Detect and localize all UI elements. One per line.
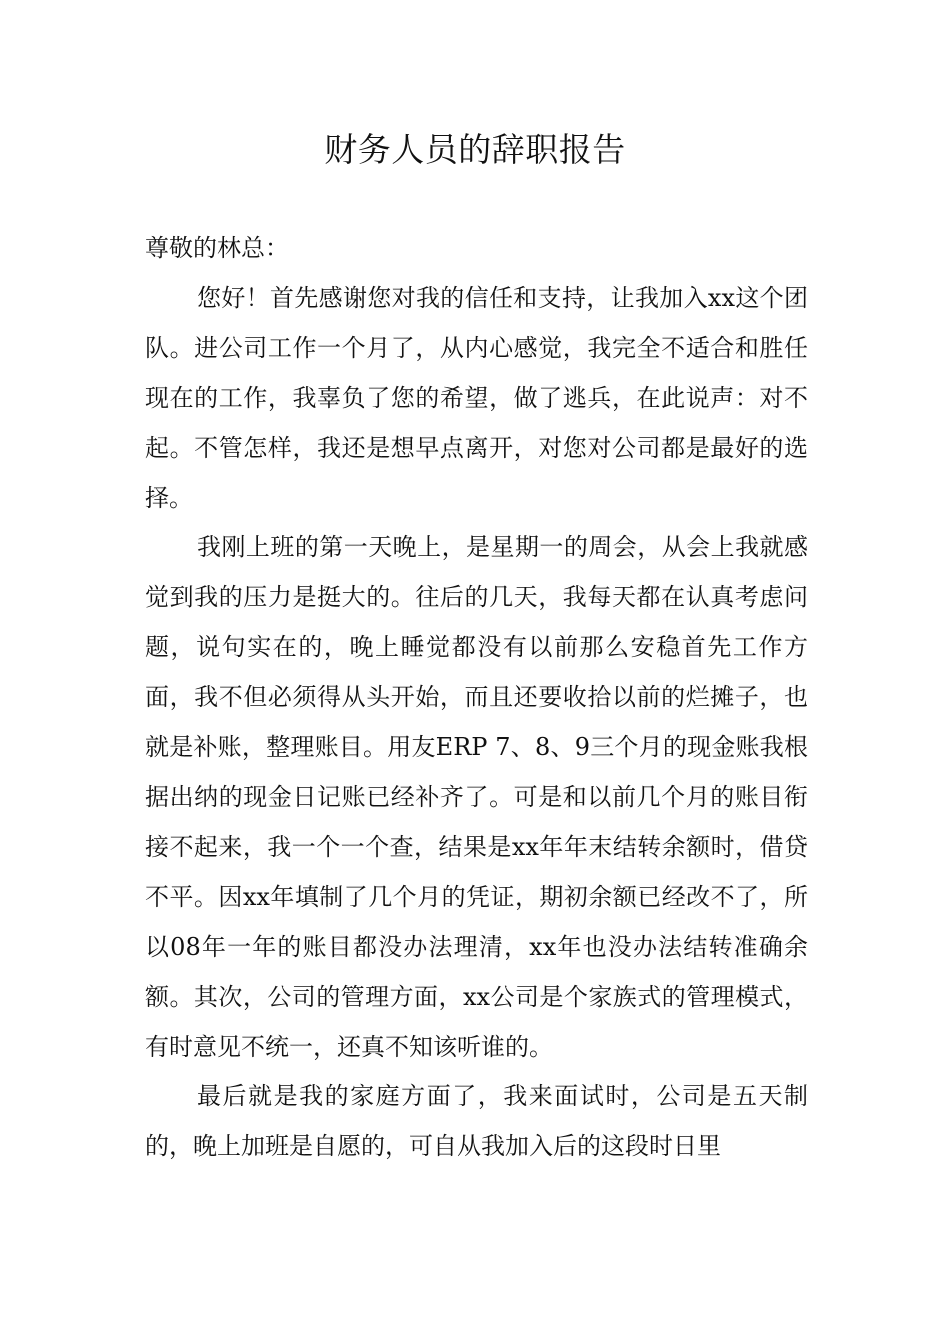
- paragraph-1: 您好！首先感谢您对我的信任和支持，让我加入xx这个团队。进公司工作一个月了，从内心感觉，我完全不适合和胜任现在的工作，我辜负了您的希望，做了逃兵，在此说声：对不起。不管怎样，我还是想早点离开，对您对公司都是最好的选择。: [145, 283, 808, 512]
- document-title: 财务人员的辞职报告: [324, 130, 626, 169]
- paragraph-3: 最后就是我的家庭方面了，我来面试时，公司是五天制的，晚上加班是自愿的，可自从我加入后的这段时日里: [145, 1082, 808, 1161]
- salutation: 尊敬的林总：: [145, 234, 289, 262]
- paragraph-2: 我刚上班的第一天晚上，是星期一的周会，从会上我就感觉到我的压力是挺大的。往后的几天，我每天都在认真考虑问题，说句实在的，晚上睡觉都没有以前那么安稳首先工作方面，我不但必须得从头开始，而且还要收拾以前的烂摊子，也就是补账，整理账目。用友ERP 7、8、9三个月的现金账我根据出纳的现金日记账已经补齐了。可是和以前几个月的账目衔接不起来，我一个一个查，结果是xx年年末结转余额时，借贷不平。因xx年填制了几个月的凭证，期初余额已经改不了，所以08年一年的账目都没办法理清，xx年也没办法结转准确余额。其次，公司的管理方面，xx公司是个家族式的管理模式，有时意见不统一，还真不知该听谁的。: [145, 533, 808, 1061]
- document-body: [145, 224, 808, 1172]
